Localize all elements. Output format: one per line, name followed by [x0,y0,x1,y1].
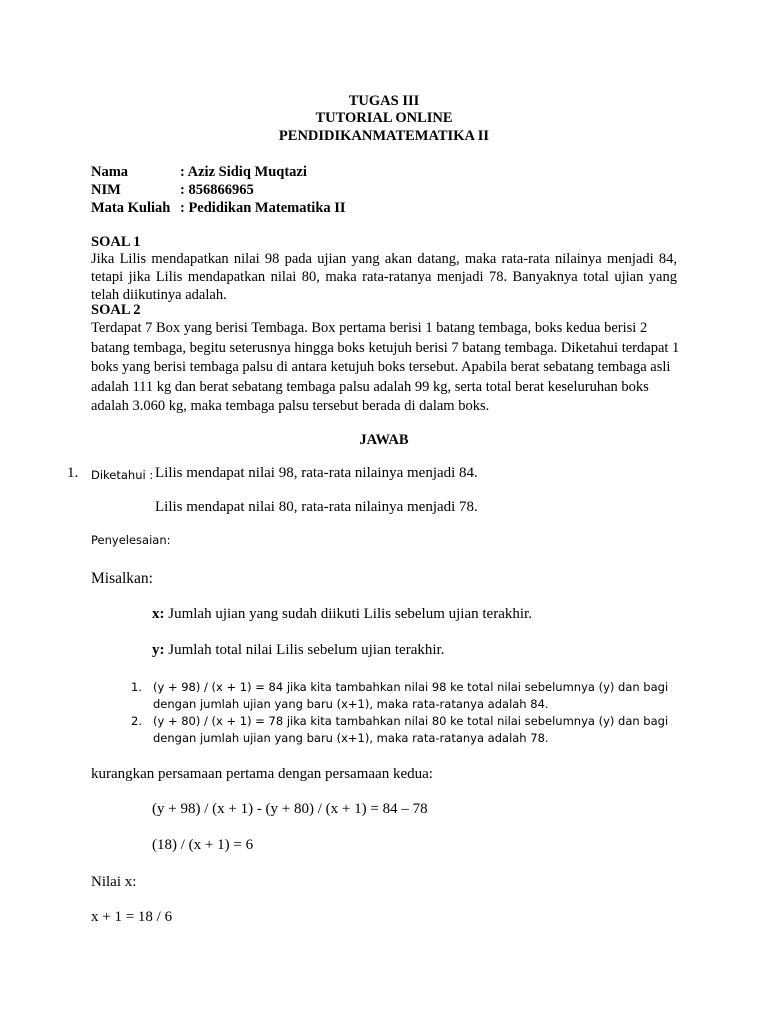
diketahui-line-1: Lilis mendapat nilai 98, rata-rata nilainya menjadi 84. [155,465,478,481]
nilai-x-label: Nilai x: [91,874,137,890]
x-equation: x + 1 = 18 / 6 [91,909,173,925]
course-label: Mata Kuliah [91,200,171,216]
variable-y-text: Jumlah total nilai Lilis sebelum ujian terakhir. [164,642,445,658]
equation-line: dengan jumlah ujian yang baru (x+1), maka rata-ratanya adalah 84. [153,697,549,711]
soal-2-title: SOAL 2 [91,302,141,318]
equation-line: dengan jumlah ujian yang baru (x+1), maka rata-ratanya adalah 78. [153,731,549,745]
subtraction-equation: (y + 98) / (x + 1) - (y + 80) / (x + 1) = 84 – 78 [152,801,428,817]
equation-line: (y + 98) / (x + 1) = 84 jika kita tambahkan nilai 98 ke total nilai sebelumnya (y) dan bagi [153,680,669,694]
misalkan-label: Misalkan: [91,570,153,587]
name-label: Nama [91,164,129,180]
equation-number: 2. [131,714,142,728]
soal-1-line: telah diikutinya adalah. [91,287,227,303]
answer-number: 1. [67,465,79,481]
variable-x-text: Jumlah ujian yang sudah diikuti Lilis sebelum ujian terakhir. [164,606,532,622]
equation-number: 1. [131,680,142,694]
nim-value: : 856866965 [180,182,254,198]
soal-2-line: batang tembaga, begitu seterusnya hingga boks ketujuh berisi 7 batang tembaga. Diketahui terdapat 1 [91,340,680,356]
diketahui-line-2: Lilis mendapat nilai 80, rata-rata nilainya menjadi 78. [155,499,478,515]
variable-x-definition [152,606,532,623]
soal-1-line: Jika Lilis mendapatkan nilai 98 pada ujian yang akan datang, maka rata-rata nilainya menjadi 84, [91,251,677,267]
nim-label: NIM [91,182,121,198]
soal-1-line: tetapi jika Lilis mendapatkan nilai 80, maka rata-ratanya menjadi 78. Banyaknya total ujian yang [91,269,677,285]
equation-line: (y + 80) / (x + 1) = 78 jika kita tambahkan nilai 80 ke total nilai sebelumnya (y) dan bagi [153,714,669,728]
soal-1-title: SOAL 1 [91,234,141,250]
diketahui-label: Diketahui : [91,468,154,482]
name-value: : Aziz Sidiq Muqtazi [180,164,307,180]
kurangkan-text: kurangkan persamaan pertama dengan persamaan kedua: [91,766,433,782]
title-line-3: PENDIDIKANMATEMATIKA II [278,128,490,144]
variable-y-label: y: [152,642,165,658]
soal-2-line: adalah 3.060 kg, maka tembaga palsu tersebut berada di dalam boks. [91,398,490,414]
soal-2-line: boks yang berisi tembaga palsu di antara ketujuh boks tersebut. Apabila berat sebatang tembaga asli [91,359,671,375]
course-value: : Pedidikan Matematika II [180,200,346,216]
soal-2-line: adalah 111 kg dan berat sebatang tembaga palsu adalah 99 kg, serta total berat keseluruhan boks [91,379,649,395]
title-line-2: TUTORIAL ONLINE [315,110,453,126]
variable-x-label: x: [152,606,165,622]
variable-y-definition [152,642,444,659]
simplified-equation: (18) / (x + 1) = 6 [152,837,254,853]
soal-2-line: Terdapat 7 Box yang berisi Tembaga. Box pertama berisi 1 batang tembaga, boks kedua berisi 2 [91,320,648,336]
penyelesaian-label: Penyelesaian: [91,533,171,547]
jawab-title: JAWAB [359,432,409,448]
title-line-1: TUGAS III [348,93,420,109]
